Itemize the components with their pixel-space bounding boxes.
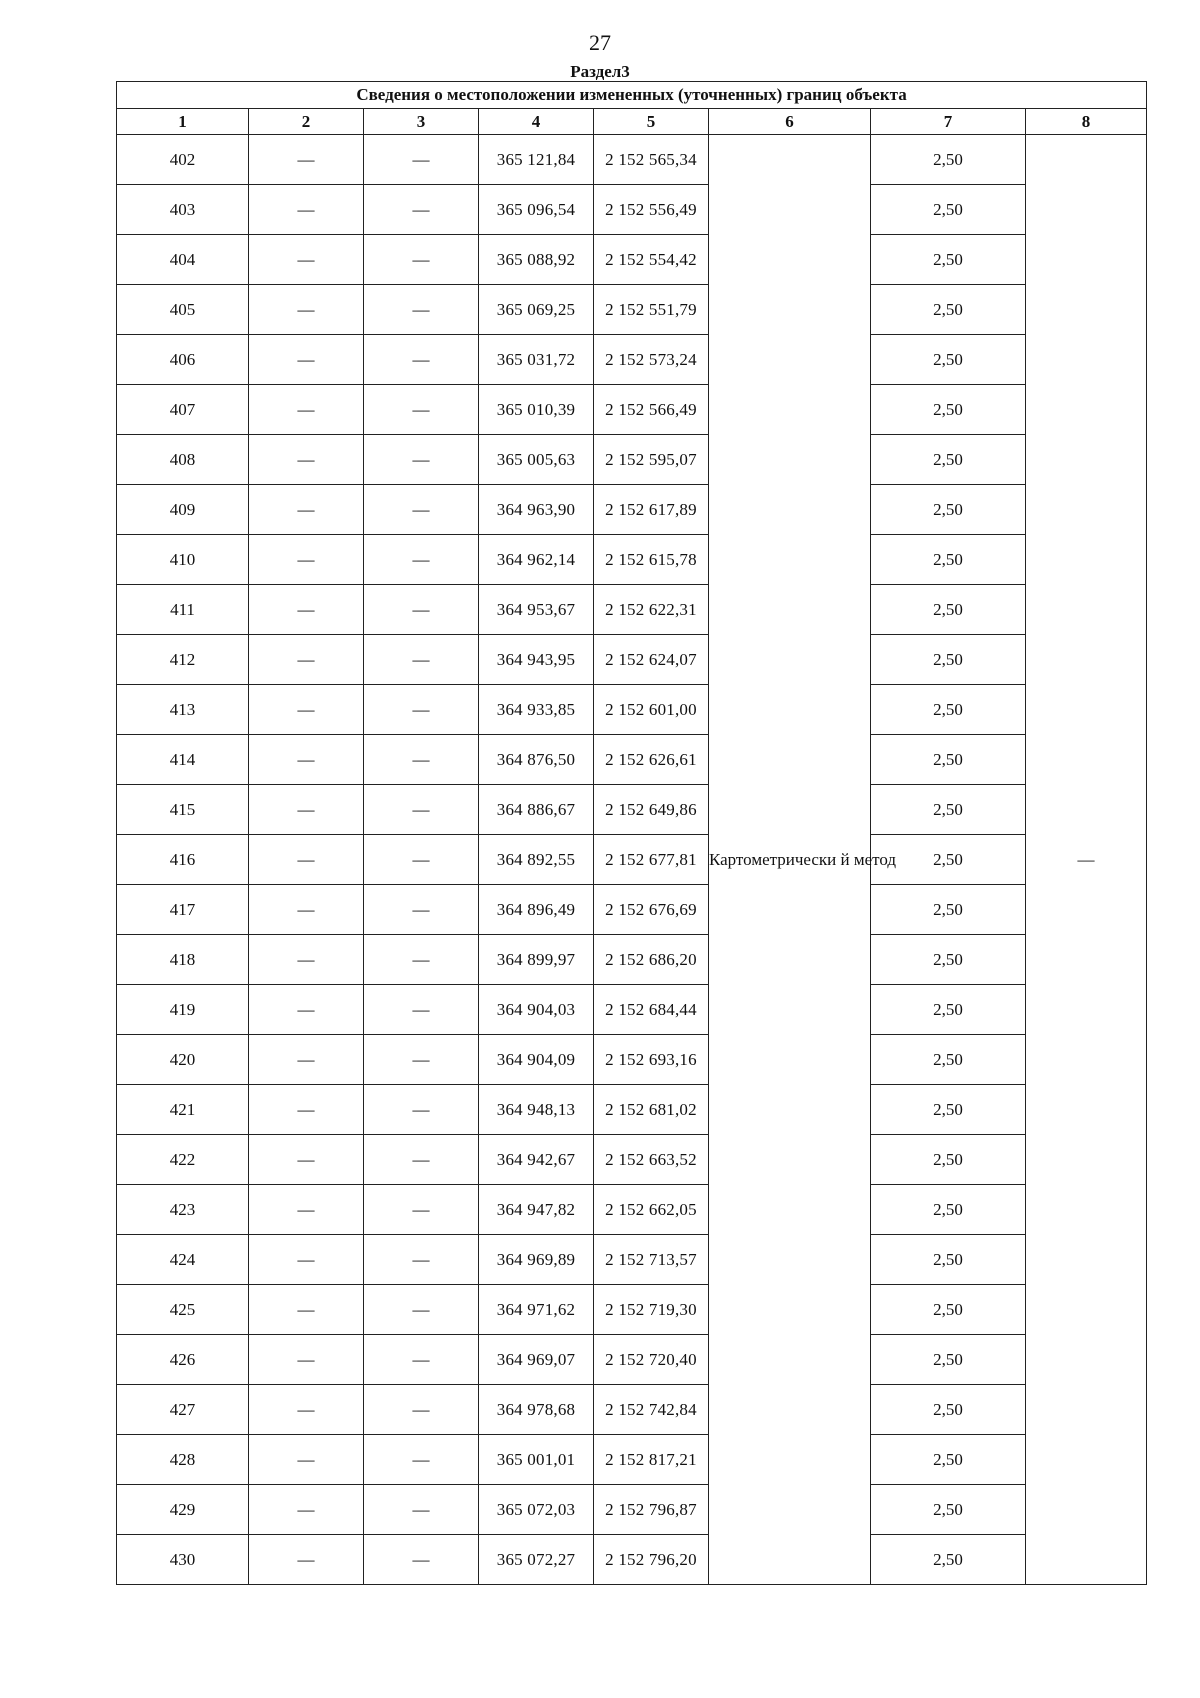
accuracy-cell: 2,50	[871, 685, 1026, 735]
y-coordinate-cell: 2 152 565,34	[594, 135, 709, 185]
table-row	[117, 135, 1147, 185]
table-row	[117, 335, 1147, 385]
column-number-6: 6	[709, 109, 871, 135]
accuracy-cell: 2,50	[871, 1335, 1026, 1385]
y-coordinate-cell: 2 152 556,49	[594, 185, 709, 235]
section-title: Раздел3	[570, 62, 630, 81]
column-2-cell: —	[249, 685, 364, 735]
y-coordinate-cell: 2 152 622,31	[594, 585, 709, 635]
x-coordinate-cell: 364 969,89	[479, 1235, 594, 1285]
column-3-cell: —	[364, 685, 479, 735]
y-coordinate-cell: 2 152 681,02	[594, 1085, 709, 1135]
y-coordinate-cell: 2 152 817,21	[594, 1435, 709, 1485]
table-row	[117, 485, 1147, 535]
column-2-cell: —	[249, 185, 364, 235]
x-coordinate-cell: 365 010,39	[479, 385, 594, 435]
column-2-cell: —	[249, 1035, 364, 1085]
y-coordinate-cell: 2 152 720,40	[594, 1335, 709, 1385]
y-coordinate-cell: 2 152 796,87	[594, 1485, 709, 1535]
y-coordinate-cell: 2 152 796,20	[594, 1535, 709, 1585]
table-row	[117, 285, 1147, 335]
y-coordinate-cell: 2 152 595,07	[594, 435, 709, 485]
x-coordinate-cell: 364 904,03	[479, 985, 594, 1035]
point-number-cell: 414	[117, 735, 249, 785]
accuracy-cell: 2,50	[871, 535, 1026, 585]
y-coordinate-cell: 2 152 676,69	[594, 885, 709, 935]
column-2-cell: —	[249, 285, 364, 335]
y-coordinate-cell: 2 152 566,49	[594, 385, 709, 435]
x-coordinate-cell: 364 896,49	[479, 885, 594, 935]
point-number-cell: 415	[117, 785, 249, 835]
point-number-cell: 429	[117, 1485, 249, 1535]
accuracy-cell: 2,50	[871, 1535, 1026, 1585]
table-row	[117, 685, 1147, 735]
column-number-2: 2	[249, 109, 364, 135]
point-number-cell: 407	[117, 385, 249, 435]
accuracy-cell: 2,50	[871, 1435, 1026, 1485]
column-2-cell: —	[249, 1435, 364, 1485]
column-3-cell: —	[364, 1235, 479, 1285]
column-2-cell: —	[249, 1185, 364, 1235]
point-number-cell: 412	[117, 635, 249, 685]
column-2-cell: —	[249, 785, 364, 835]
x-coordinate-cell: 364 943,95	[479, 635, 594, 685]
accuracy-cell: 2,50	[871, 785, 1026, 835]
point-number-cell: 427	[117, 1385, 249, 1435]
point-number-cell: 409	[117, 485, 249, 535]
table-row	[117, 1085, 1147, 1135]
column-2-cell: —	[249, 635, 364, 685]
point-number-cell: 421	[117, 1085, 249, 1135]
table-row	[117, 1535, 1147, 1585]
column-number-8: 8	[1026, 109, 1147, 135]
y-coordinate-cell: 2 152 601,00	[594, 685, 709, 735]
column-3-cell: —	[364, 1435, 479, 1485]
accuracy-cell: 2,50	[871, 885, 1026, 935]
column-2-cell: —	[249, 135, 364, 185]
table-row	[117, 1135, 1147, 1185]
point-number-cell: 417	[117, 885, 249, 935]
y-coordinate-cell: 2 152 551,79	[594, 285, 709, 335]
column-3-cell: —	[364, 735, 479, 785]
table-row	[117, 585, 1147, 635]
column-2-cell: —	[249, 1285, 364, 1335]
x-coordinate-cell: 364 962,14	[479, 535, 594, 585]
column-2-cell: —	[249, 1485, 364, 1535]
accuracy-cell: 2,50	[871, 1135, 1026, 1185]
y-coordinate-cell: 2 152 693,16	[594, 1035, 709, 1085]
point-number-cell: 425	[117, 1285, 249, 1335]
x-coordinate-cell: 365 088,92	[479, 235, 594, 285]
point-number-cell: 406	[117, 335, 249, 385]
point-number-cell: 424	[117, 1235, 249, 1285]
x-coordinate-cell: 365 072,27	[479, 1535, 594, 1585]
column-2-cell: —	[249, 1385, 364, 1435]
y-coordinate-cell: 2 152 686,20	[594, 935, 709, 985]
x-coordinate-cell: 364 963,90	[479, 485, 594, 535]
accuracy-cell: 2,50	[871, 285, 1026, 335]
method-cell: Картометрически й метод	[709, 135, 871, 1585]
column-2-cell: —	[249, 1535, 364, 1585]
table-row	[117, 185, 1147, 235]
column-2-cell: —	[249, 1085, 364, 1135]
point-number-cell: 420	[117, 1035, 249, 1085]
column-2-cell: —	[249, 1335, 364, 1385]
y-coordinate-cell: 2 152 677,81	[594, 835, 709, 885]
column-3-cell: —	[364, 235, 479, 285]
table-row	[117, 735, 1147, 785]
table-row	[117, 385, 1147, 435]
column-2-cell: —	[249, 535, 364, 585]
accuracy-cell: 2,50	[871, 1185, 1026, 1235]
x-coordinate-cell: 364 892,55	[479, 835, 594, 885]
column-3-cell: —	[364, 435, 479, 485]
table-row	[117, 1185, 1147, 1235]
accuracy-cell: 2,50	[871, 485, 1026, 535]
column-2-cell: —	[249, 985, 364, 1035]
column-2-cell: —	[249, 885, 364, 935]
accuracy-cell: 2,50	[871, 335, 1026, 385]
column-3-cell: —	[364, 1035, 479, 1085]
point-number-cell: 423	[117, 1185, 249, 1235]
table-row	[117, 935, 1147, 985]
y-coordinate-cell: 2 152 662,05	[594, 1185, 709, 1235]
point-number-cell: 416	[117, 835, 249, 885]
accuracy-cell: 2,50	[871, 1235, 1026, 1285]
column-3-cell: —	[364, 885, 479, 935]
point-number-cell: 428	[117, 1435, 249, 1485]
y-coordinate-cell: 2 152 684,44	[594, 985, 709, 1035]
column-2-cell: —	[249, 735, 364, 785]
table-row	[117, 785, 1147, 835]
accuracy-cell: 2,50	[871, 185, 1026, 235]
column-number-4: 4	[479, 109, 594, 135]
point-number-cell: 405	[117, 285, 249, 335]
column-number-3: 3	[364, 109, 479, 135]
accuracy-cell: 2,50	[871, 635, 1026, 685]
table-row	[117, 635, 1147, 685]
x-coordinate-cell: 364 971,62	[479, 1285, 594, 1335]
column-3-cell: —	[364, 835, 479, 885]
point-number-cell: 422	[117, 1135, 249, 1185]
column-3-cell: —	[364, 535, 479, 585]
column-2-cell: —	[249, 435, 364, 485]
accuracy-cell: 2,50	[871, 835, 1026, 885]
point-number-cell: 410	[117, 535, 249, 585]
column-3-cell: —	[364, 785, 479, 835]
column-2-cell: —	[249, 235, 364, 285]
x-coordinate-cell: 365 072,03	[479, 1485, 594, 1535]
column-2-cell: —	[249, 935, 364, 985]
x-coordinate-cell: 364 904,09	[479, 1035, 594, 1085]
column-2-cell: —	[249, 585, 364, 635]
point-number-cell: 419	[117, 985, 249, 1035]
y-coordinate-cell: 2 152 663,52	[594, 1135, 709, 1185]
point-number-cell: 408	[117, 435, 249, 485]
y-coordinate-cell: 2 152 615,78	[594, 535, 709, 585]
accuracy-cell: 2,50	[871, 585, 1026, 635]
table-row	[117, 1485, 1147, 1535]
column-3-cell: —	[364, 1485, 479, 1535]
x-coordinate-cell: 365 005,63	[479, 435, 594, 485]
column-3-cell: —	[364, 1085, 479, 1135]
table-row	[117, 1385, 1147, 1435]
x-coordinate-cell: 364 948,13	[479, 1085, 594, 1135]
y-coordinate-cell: 2 152 713,57	[594, 1235, 709, 1285]
accuracy-cell: 2,50	[871, 985, 1026, 1035]
x-coordinate-cell: 364 899,97	[479, 935, 594, 985]
accuracy-cell: 2,50	[871, 735, 1026, 785]
column-3-cell: —	[364, 1385, 479, 1435]
column-2-cell: —	[249, 335, 364, 385]
column-3-cell: —	[364, 135, 479, 185]
accuracy-cell: 2,50	[871, 1035, 1026, 1085]
accuracy-cell: 2,50	[871, 1385, 1026, 1435]
column-number-1: 1	[117, 109, 249, 135]
point-number-cell: 403	[117, 185, 249, 235]
point-number-cell: 402	[117, 135, 249, 185]
column-2-cell: —	[249, 1235, 364, 1285]
point-number-cell: 404	[117, 235, 249, 285]
x-coordinate-cell: 364 886,67	[479, 785, 594, 835]
accuracy-cell: 2,50	[871, 935, 1026, 985]
y-coordinate-cell: 2 152 554,42	[594, 235, 709, 285]
y-coordinate-cell: 2 152 742,84	[594, 1385, 709, 1435]
table-row	[117, 1285, 1147, 1335]
table-row	[117, 985, 1147, 1035]
point-number-cell: 418	[117, 935, 249, 985]
column-2-cell: —	[249, 385, 364, 435]
x-coordinate-cell: 365 031,72	[479, 335, 594, 385]
table-row	[117, 885, 1147, 935]
column-3-cell: —	[364, 1135, 479, 1185]
table-row	[117, 235, 1147, 285]
x-coordinate-cell: 364 933,85	[479, 685, 594, 735]
accuracy-cell: 2,50	[871, 1085, 1026, 1135]
accuracy-cell: 2,50	[871, 1485, 1026, 1535]
x-coordinate-cell: 365 069,25	[479, 285, 594, 335]
y-coordinate-cell: 2 152 649,86	[594, 785, 709, 835]
table-row	[117, 1235, 1147, 1285]
table-row	[117, 835, 1147, 885]
column-3-cell: —	[364, 335, 479, 385]
accuracy-cell: 2,50	[871, 135, 1026, 185]
x-coordinate-cell: 365 001,01	[479, 1435, 594, 1485]
y-coordinate-cell: 2 152 617,89	[594, 485, 709, 535]
table-row	[117, 535, 1147, 585]
column-3-cell: —	[364, 385, 479, 435]
x-coordinate-cell: 364 969,07	[479, 1335, 594, 1385]
x-coordinate-cell: 364 953,67	[479, 585, 594, 635]
column-2-cell: —	[249, 1135, 364, 1185]
column-3-cell: —	[364, 585, 479, 635]
x-coordinate-cell: 364 876,50	[479, 735, 594, 785]
accuracy-cell: 2,50	[871, 385, 1026, 435]
column-3-cell: —	[364, 285, 479, 335]
x-coordinate-cell: 365 096,54	[479, 185, 594, 235]
column-3-cell: —	[364, 185, 479, 235]
column-3-cell: —	[364, 1285, 479, 1335]
x-coordinate-cell: 364 947,82	[479, 1185, 594, 1235]
point-number-cell: 411	[117, 585, 249, 635]
accuracy-cell: 2,50	[871, 235, 1026, 285]
accuracy-cell: 2,50	[871, 435, 1026, 485]
column-3-cell: —	[364, 485, 479, 535]
column-3-cell: —	[364, 935, 479, 985]
column-2-cell: —	[249, 835, 364, 885]
table-row	[117, 435, 1147, 485]
point-number-cell: 413	[117, 685, 249, 735]
table-row	[117, 1335, 1147, 1385]
table-row	[117, 1435, 1147, 1485]
y-coordinate-cell: 2 152 624,07	[594, 635, 709, 685]
x-coordinate-cell: 364 942,67	[479, 1135, 594, 1185]
x-coordinate-cell: 364 978,68	[479, 1385, 594, 1435]
column-number-5: 5	[594, 109, 709, 135]
accuracy-cell: 2,50	[871, 1285, 1026, 1335]
y-coordinate-cell: 2 152 573,24	[594, 335, 709, 385]
page-number: 27	[589, 30, 611, 55]
table-caption: Сведения о местоположении измененных (уточненных) границ объекта	[117, 82, 1147, 109]
table-row	[117, 1035, 1147, 1085]
y-coordinate-cell: 2 152 626,61	[594, 735, 709, 785]
column-3-cell: —	[364, 1535, 479, 1585]
x-coordinate-cell: 365 121,84	[479, 135, 594, 185]
boundary-table	[116, 81, 1147, 1585]
column-2-cell: —	[249, 485, 364, 535]
y-coordinate-cell: 2 152 719,30	[594, 1285, 709, 1335]
column-3-cell: —	[364, 1185, 479, 1235]
table-body	[117, 135, 1147, 1585]
column-number-row	[117, 109, 1147, 135]
column-3-cell: —	[364, 985, 479, 1035]
point-number-cell: 426	[117, 1335, 249, 1385]
point-number-cell: 430	[117, 1535, 249, 1585]
column-3-cell: —	[364, 1335, 479, 1385]
column-3-cell: —	[364, 635, 479, 685]
column-number-7: 7	[871, 109, 1026, 135]
column-8-cell: —	[1026, 135, 1147, 1585]
